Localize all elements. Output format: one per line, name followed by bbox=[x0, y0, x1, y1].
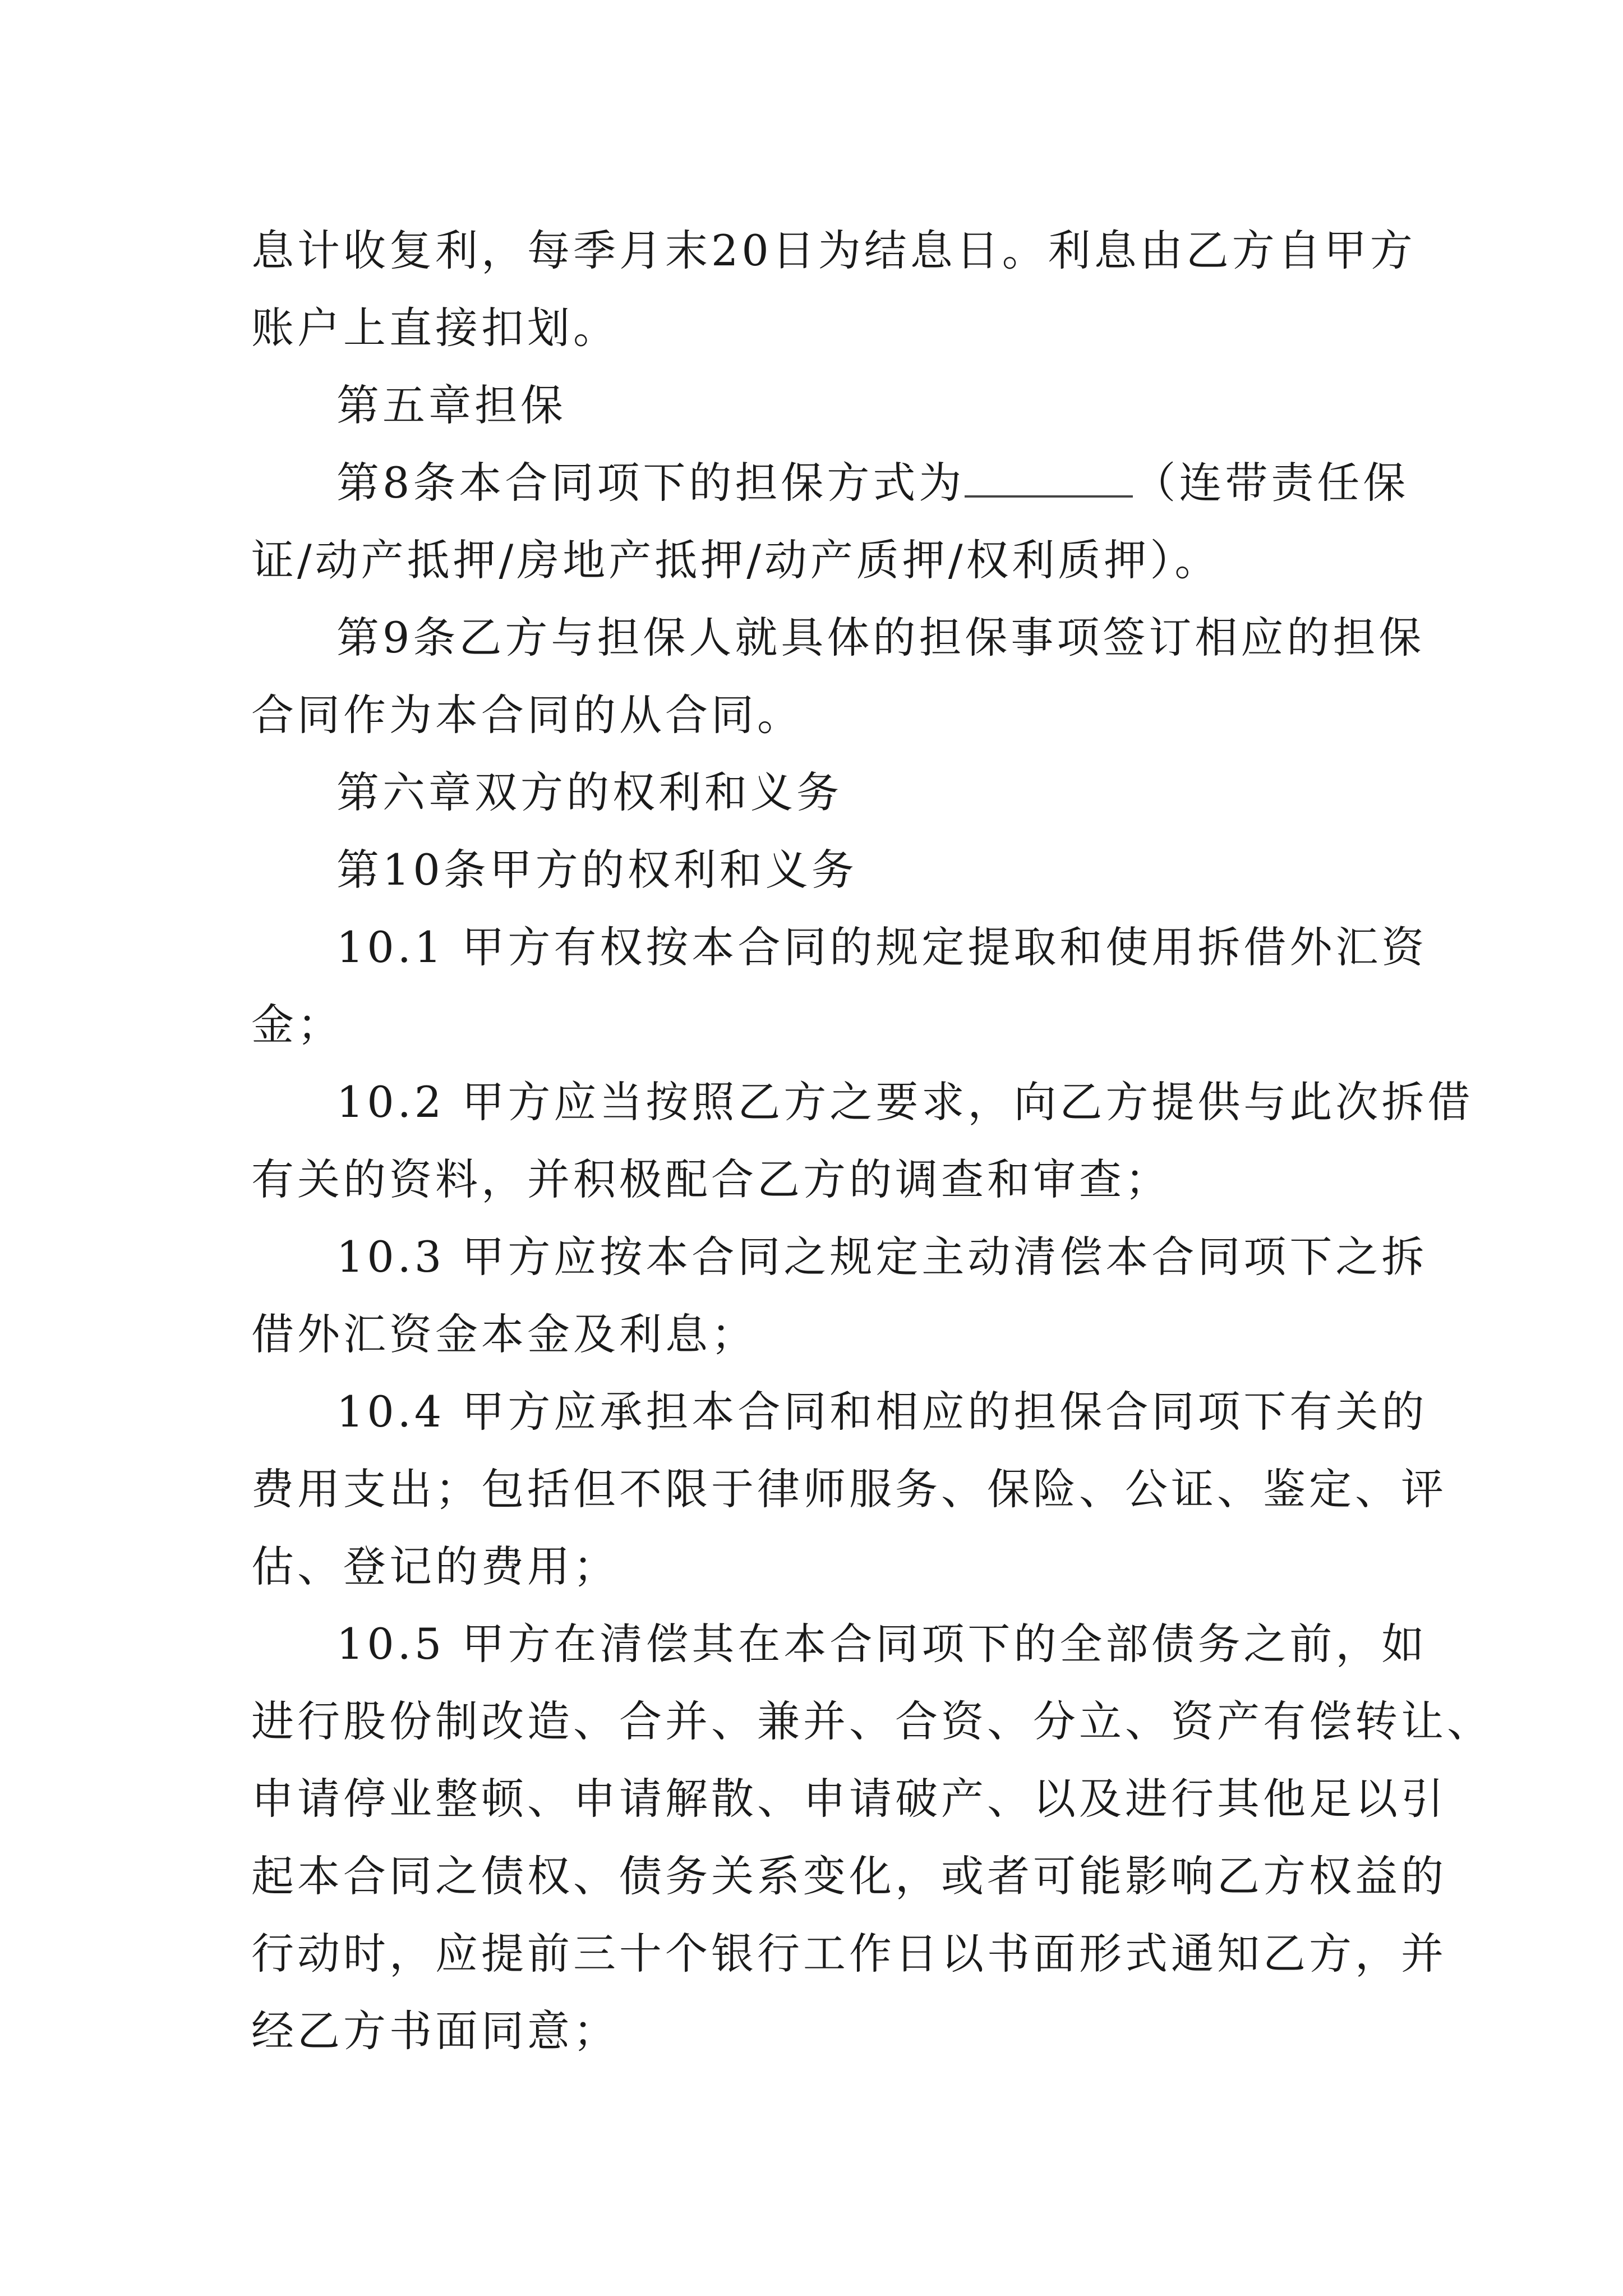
paragraph-line: 账户上直接扣划。 bbox=[251, 303, 619, 353]
clause-text: 第8条本合同项下的担保方式为 bbox=[336, 458, 965, 508]
clause-text: （连带责任保 bbox=[1133, 458, 1409, 508]
chapter-heading: 第六章双方的权利和义务 bbox=[336, 767, 842, 817]
paragraph-line: 费用支出；包括但不限于律师服务、保险、公证、鉴定、评 bbox=[251, 1464, 1447, 1514]
paragraph-line: 第9条乙方与担保人就具体的担保事项签订相应的担保 bbox=[336, 613, 1425, 662]
paragraph-line: 10.1 甲方有权按本合同的规定提取和使用拆借外汇资 bbox=[336, 922, 1428, 972]
paragraph-line: 金； bbox=[251, 1000, 343, 1050]
paragraph-line: 10.3 甲方应按本合同之规定主动清偿本合同项下之拆 bbox=[336, 1232, 1428, 1282]
paragraph-line: 估、登记的费用； bbox=[251, 1542, 619, 1591]
paragraph-line: 10.5 甲方在清偿其在本合同项下的全部债务之前，如 bbox=[336, 1619, 1428, 1669]
fill-in-blank bbox=[965, 456, 1133, 498]
chapter-heading: 第五章担保 bbox=[336, 380, 566, 430]
paragraph-line: 进行股份制改造、合并、兼并、合资、分立、资产有偿转让、 bbox=[251, 1696, 1493, 1746]
paragraph-line: 起本合同之债权、债务关系变化，或者可能影响乙方权益的 bbox=[251, 1851, 1447, 1901]
paragraph-line: 10.4 甲方应承担本合同和相应的担保合同项下有关的 bbox=[336, 1387, 1428, 1437]
paragraph-line: 经乙方书面同意； bbox=[251, 2006, 619, 2056]
section-heading: 第10条甲方的权利和义务 bbox=[336, 845, 857, 895]
paragraph-line: 合同作为本合同的从合同。 bbox=[251, 690, 803, 740]
paragraph-line: 申请停业整顿、申请解散、申请破产、以及进行其他足以引 bbox=[251, 1774, 1447, 1824]
paragraph-line: 证/动产抵押/房地产抵押/动产质押/权利质押）。 bbox=[251, 535, 1221, 585]
paragraph-line: 息计收复利，每季月末20日为结息日。利息由乙方自甲方 bbox=[251, 226, 1416, 275]
paragraph-line: 行动时，应提前三十个银行工作日以书面形式通知乙方，并 bbox=[251, 1929, 1447, 1978]
paragraph-line: 借外汇资金本金及利息； bbox=[251, 1309, 757, 1359]
paragraph-line bbox=[336, 444, 1409, 522]
paragraph-line: 有关的资料，并积极配合乙方的调查和审查； bbox=[251, 1154, 1171, 1204]
paragraph-line: 10.2 甲方应当按照乙方之要求，向乙方提供与此次拆借 bbox=[336, 1077, 1474, 1127]
